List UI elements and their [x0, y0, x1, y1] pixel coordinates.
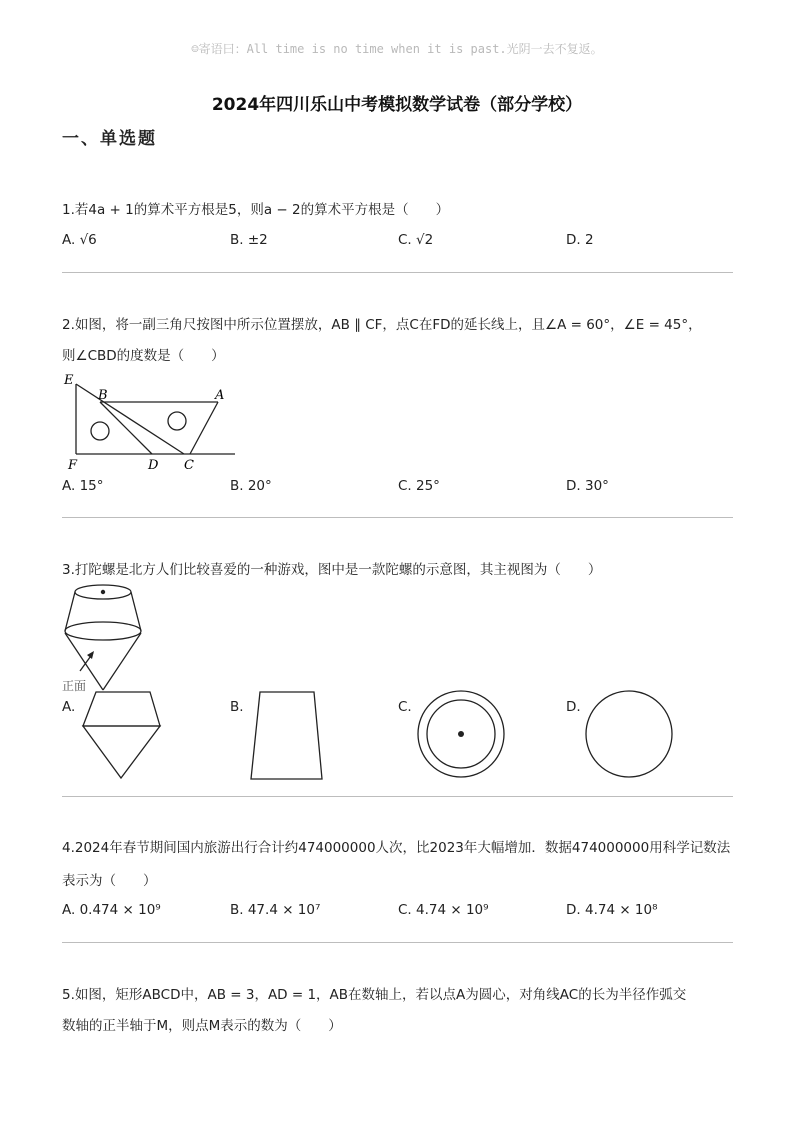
q3-option-a[interactable]: A. [62, 699, 76, 715]
front-label: 正面 [62, 679, 87, 693]
page-title: 2024年四川乐山中考模拟数学试卷（部分学校） [211, 95, 583, 115]
question-5-stem-cont: 数轴的正半轴于M，则点M表示的数为（ ） [62, 1018, 342, 1034]
spinning-top-figure [58, 583, 148, 693]
q3-option-d-figure[interactable] [584, 689, 674, 779]
divider [62, 796, 733, 797]
label-e: E [64, 373, 74, 388]
q3-option-c[interactable]: C. [398, 699, 412, 715]
q3-option-b-figure[interactable] [248, 690, 326, 782]
q3-option-c-figure[interactable] [416, 689, 506, 779]
q1-option-b[interactable]: B. ±2 [230, 232, 268, 248]
top-dot [101, 590, 105, 594]
label-f: F [68, 458, 78, 473]
q1-option-d[interactable]: D. 2 [566, 232, 594, 248]
question-5-stem: 5.如图，矩形ABCD中，AB = 3，AD = 1，AB在数轴上，若以点A为圆心，对角线AC的长为半径作弧交 [62, 987, 687, 1003]
label-b: B [98, 388, 108, 403]
q3-option-a-figure[interactable] [80, 690, 166, 782]
edge-ac [190, 402, 218, 454]
divider [62, 517, 733, 518]
divider [62, 272, 733, 273]
triangle-rulers-figure [60, 368, 240, 473]
q4-option-b[interactable]: B. 47.4 × 10⁷ [230, 902, 321, 918]
q4-option-d[interactable]: D. 4.74 × 10⁸ [566, 902, 658, 918]
q4-option-c[interactable]: C. 4.74 × 10⁹ [398, 902, 489, 918]
question-2-stem-cont: 则∠CBD的度数是（ ） [62, 348, 225, 364]
question-3-stem: 3.打陀螺是北方人们比较喜爱的一种游戏，图中是一款陀螺的示意图，其主视图为（ ） [62, 562, 602, 578]
divider [62, 942, 733, 943]
question-2-stem: 2.如图，将一副三角尺按图中所示位置摆放，AB ∥ CF，点C在FD的延长线上，且∠A = 60°，∠E = 45°， [62, 317, 702, 333]
q2-option-a[interactable]: A. 15° [62, 478, 104, 494]
q2-option-d[interactable]: D. 30° [566, 478, 609, 494]
q1-option-a[interactable]: A. √6 [62, 232, 97, 248]
question-4-stem-cont: 表示为（ ） [62, 873, 157, 889]
ruler-hole-right [168, 412, 186, 430]
question-1-stem: 1.若4a + 1的算术平方根是5，则a − 2的算术平方根是（ ） [62, 202, 450, 218]
section-heading: 一、单选题 [62, 129, 157, 149]
middle-ellipse [65, 622, 141, 640]
label-c: C [184, 458, 194, 473]
q2-option-b[interactable]: B. 20° [230, 478, 272, 494]
label-a: A [215, 388, 225, 403]
q3-option-b[interactable]: B. [230, 699, 244, 715]
q2-option-c[interactable]: C. 25° [398, 478, 440, 494]
ruler-hole-left [91, 422, 109, 440]
header-motto: ☺寄语曰：All time is no time when it is past.光阴一去不复返。 [191, 42, 603, 56]
front-arrow-head [87, 651, 94, 659]
q3-option-d[interactable]: D. [566, 699, 581, 715]
label-d: D [148, 458, 159, 473]
question-4-stem: 4.2024年春节期间国内旅游出行合计约474000000人次，比2023年大幅增加．数据474000000用科学记数法 [62, 840, 731, 856]
q1-option-c[interactable]: C. √2 [398, 232, 434, 248]
q4-option-a[interactable]: A. 0.474 × 10⁹ [62, 902, 161, 918]
